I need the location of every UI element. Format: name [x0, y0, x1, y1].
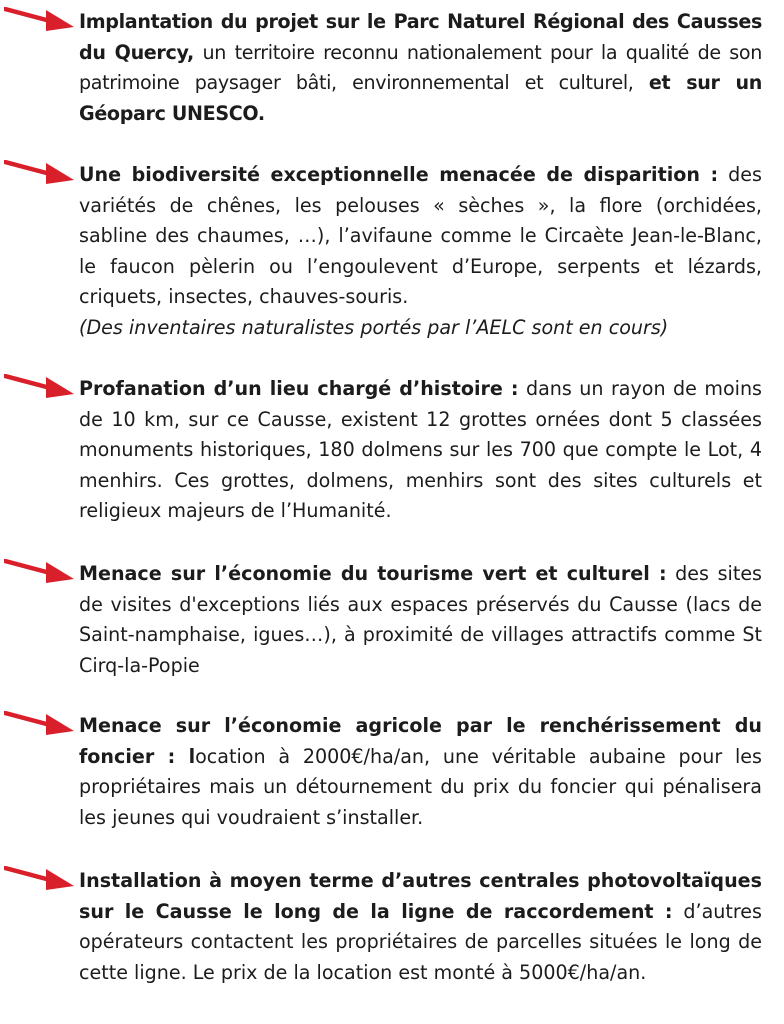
- item-title: Une biodiversité exceptionnelle menacée de disparition :: [79, 163, 719, 186]
- item-text: [79, 711, 762, 833]
- item-title: Implantation du projet sur le Parc Naturel Régional des Causses du Quercy,: [79, 10, 762, 64]
- red-arrow-icon: [4, 160, 76, 186]
- item-body: des sites de visites d'exceptions liés aux espaces préservés du Causse (lacs de Saint-namphaise, igues…), à proximité de villages attractifs comme St Cirq-la-Popie: [79, 562, 763, 677]
- item-text: [79, 374, 762, 527]
- item-text: [79, 160, 762, 343]
- red-arrow-icon: [4, 374, 76, 400]
- item-body: d’autres opérateurs contactent les propriétaires de parcelles situées le long de cette ligne. Le prix de la location est monté à 5000€/ha/an.: [79, 899, 762, 984]
- red-arrow-icon: [4, 7, 76, 33]
- item-body: ocation à 2000€/ha/an, une véritable aubaine pour les propriétaires mais un détournement du prix du foncier qui pénalisera les jeunes qui voudraient s’installer.: [79, 744, 762, 829]
- item-bold-end: et sur un Géoparc UNESCO.: [79, 71, 762, 125]
- item-title: Menace sur l’économie agricole par le renchérissement du foncier : l: [79, 714, 762, 768]
- red-arrow-icon: [4, 711, 76, 737]
- item-title: Profanation d’un lieu chargé d’histoire :: [79, 377, 519, 400]
- item-text: [79, 559, 762, 681]
- item-note: (Des inventaires naturalistes portés par l’AELC sont en cours): [79, 315, 669, 339]
- item-body: des variétés de chênes, les pelouses « sèches », la flore (orchidées, sabline des chaumes, …), l’avifaune comme le Circaète Jean-le-Blanc, le faucon pèlerin ou l’engoulevent d’Europe, serpents et lézards, criquets, insectes, chauves-souris.: [79, 163, 762, 308]
- item-title: Installation à moyen terme d’autres centrales photovoltaïques sur le Causse le long de la ligne de raccordement :: [79, 869, 762, 923]
- item-body: dans un rayon de moins de 10 km, sur ce Causse, existent 12 grottes ornées dont 5 classées monuments historiques, 180 dolmens sur les 700 que compte le Lot, 4 menhirs. Ces grottes, dolmens, menhirs sont des sites culturels et religieux majeurs de l’Humanité.: [79, 377, 763, 522]
- red-arrow-icon: [4, 559, 76, 585]
- item-text: [79, 866, 762, 988]
- item-title: Menace sur l’économie du tourisme vert et culturel :: [79, 562, 667, 585]
- item-text: [79, 7, 762, 129]
- item-body: un territoire reconnu nationalement pour la qualité de son patrimoine paysager bâti, environnemental et culturel,: [79, 40, 762, 94]
- red-arrow-icon: [4, 866, 76, 892]
